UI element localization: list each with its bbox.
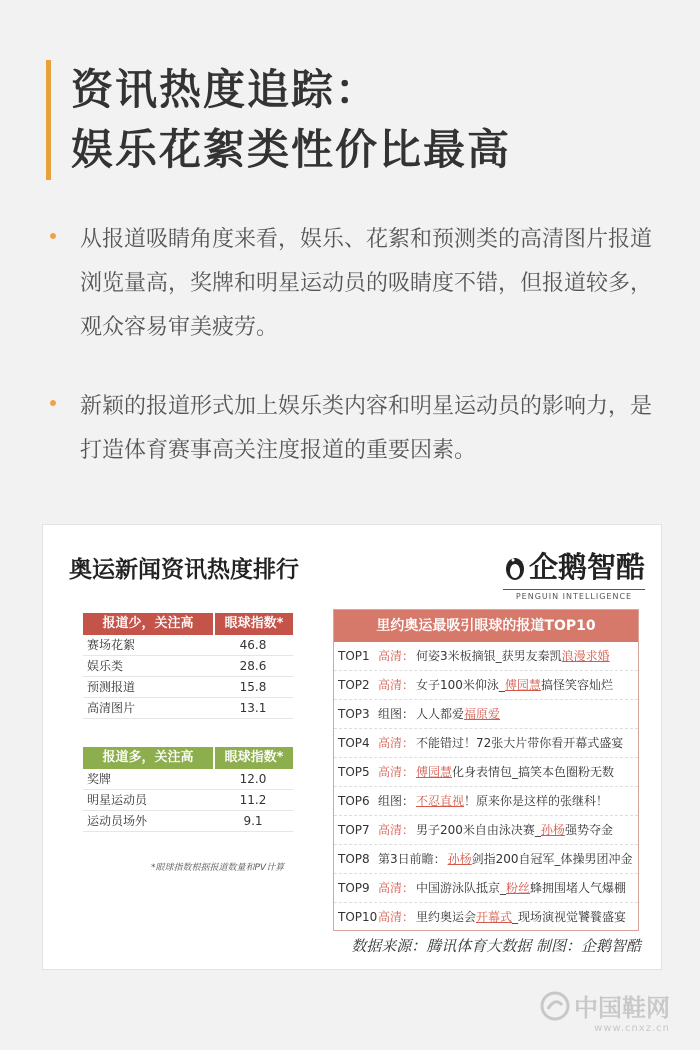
row-label: 娱乐类 [87,659,124,673]
bullet-item [50,385,670,473]
item-tag: 高清： [378,678,415,692]
top10-row [334,903,638,932]
top10-row [334,758,638,787]
item-text-pre: 女子100米仰泳_ [416,678,505,692]
table-row [83,811,293,832]
item-highlight: 傅园慧 [416,765,453,779]
bullet-text: 新颖的报道形式加上娱乐类内容和明星运动员的影响力，是打造体育赛事高关注度报道的重要因素。 [80,394,653,463]
bullet-item [50,218,670,350]
watermark-url: www.cnxz.cn [594,1023,670,1034]
table-row [83,698,293,719]
item-highlight: 孙杨 [540,823,565,837]
item-text-pre: 人人都爱 [416,707,465,721]
data-source: 数据来源：腾讯体育大数据 制图：企鹅智酷 [351,937,641,955]
table-row [83,769,293,790]
top10-header: 里约奥运最吸引眼球的报道TOP10 [334,610,638,642]
item-text-pre: 不能错过！72张大片带你看开幕式盛宴 [416,736,624,750]
item-tag: 高清： [378,823,415,837]
item-highlight: 粉丝 [506,881,531,895]
table-row [83,635,293,656]
item-text-post: 强势夺金 [564,823,613,837]
rank-label: TOP5 [338,765,370,779]
top10-row [334,816,638,845]
rank-label: TOP7 [338,823,370,837]
item-tag: 高清： [378,736,415,750]
item-highlight: 孙杨 [447,852,472,866]
item-tag: 高清： [378,881,415,895]
rank-label: TOP4 [338,736,370,750]
item-text-post: 化身表情包_搞笑本色圈粉无数 [452,765,615,779]
item-tag: 高清： [378,649,415,663]
item-text-post: _现场演视觉饕餮盛宴 [512,910,627,924]
high-coverage-table [83,747,293,832]
table-row [83,790,293,811]
top10-row [334,642,638,671]
row-label: 预测报道 [87,680,136,694]
header-value: 眼球指数* [215,747,293,769]
row-label: 明星运动员 [87,793,148,807]
bullet-dot-icon [50,233,56,239]
row-value: 15.8 [239,680,267,694]
table-row [83,677,293,698]
item-tag: 高清： [378,765,415,779]
low-coverage-table [83,613,293,719]
top10-list [334,642,638,932]
item-highlight: 傅园慧 [504,678,541,692]
shoe-logo-icon [540,991,570,1021]
item-highlight: 不忍直视 [416,794,465,808]
index-note: *眼球指数根据报道数量和PV计算 [151,863,285,873]
row-label: 高清图片 [87,701,136,715]
item-highlight: 福原爱 [464,707,501,721]
logo [503,545,645,601]
page-title-line2: 娱乐花絮类性价比最高 [71,125,512,174]
penguin-icon [503,551,527,581]
bullet-list [50,218,670,508]
item-highlight: 浪漫求婚 [561,649,610,663]
header-value: 眼球指数* [215,613,293,635]
top10-row [334,874,638,903]
table-row [83,656,293,677]
page-title-line1: 资讯热度追踪： [71,65,380,114]
top10-row [334,845,638,874]
logo-text: 企鹅智酷 [528,550,645,584]
row-label: 运动员场外 [87,814,148,828]
row-value: 28.6 [239,659,267,673]
top10-row [334,671,638,700]
row-label: 赛场花絮 [87,638,136,652]
rank-label: TOP6 [338,794,370,808]
row-value: 13.1 [239,701,267,715]
item-text-post: 剑指200自冠军_体操男团冲金 [471,852,633,866]
rank-label: TOP10 [338,910,378,924]
header-label: 报道少，关注高 [83,613,213,635]
row-label: 奖牌 [87,772,112,786]
item-tag: 第3日前瞻： [378,852,446,866]
item-text-pre: 里约奥运会 [416,910,477,924]
infographic-card [42,524,662,970]
top10-box [333,609,639,931]
logo-subtitle: PENGUIN INTELLIGENCE [503,589,645,601]
row-value: 11.2 [239,793,267,807]
row-value: 12.0 [239,772,267,786]
row-value: 46.8 [239,638,267,652]
item-text-post: 搞怪笑容灿烂 [540,678,613,692]
item-tag: 组图： [378,707,415,721]
rank-label: TOP2 [338,678,370,692]
item-highlight: 开幕式 [476,910,513,924]
watermark [540,988,670,1034]
card-title: 奥运新闻资讯热度排行 [69,557,299,583]
rank-label: TOP1 [338,649,370,663]
item-text-post: 蜂拥围堵人气爆棚 [530,881,627,895]
rank-label: TOP8 [338,852,370,866]
item-text-pre: 男子200米自由泳决赛_ [416,823,541,837]
top10-row [334,729,638,758]
table-header [83,613,293,635]
watermark-text: 中国鞋网 [574,994,670,1022]
row-value: 9.1 [243,814,263,828]
item-text-pre: 何姿3米板摘银_获男友秦凯 [416,649,562,663]
table-header [83,747,293,769]
item-text-pre: 中国游泳队抵京_ [416,881,507,895]
bullet-text: 从报道吸睛角度来看，娱乐、花絮和预测类的高清图片报道浏览量高，奖牌和明星运动员的吸睛度不错，但报道较多，观众容易审美疲劳。 [80,227,653,340]
top10-row [334,700,638,729]
item-tag: 组图： [378,794,415,808]
item-text-post: ！原来你是这样的张继科！ [464,794,609,808]
rank-label: TOP3 [338,707,370,721]
item-tag: 高清： [378,910,415,924]
title-block [46,60,511,180]
bullet-dot-icon [50,400,56,406]
rank-label: TOP9 [338,881,370,895]
top10-row [334,787,638,816]
header-label: 报道多，关注高 [83,747,213,769]
